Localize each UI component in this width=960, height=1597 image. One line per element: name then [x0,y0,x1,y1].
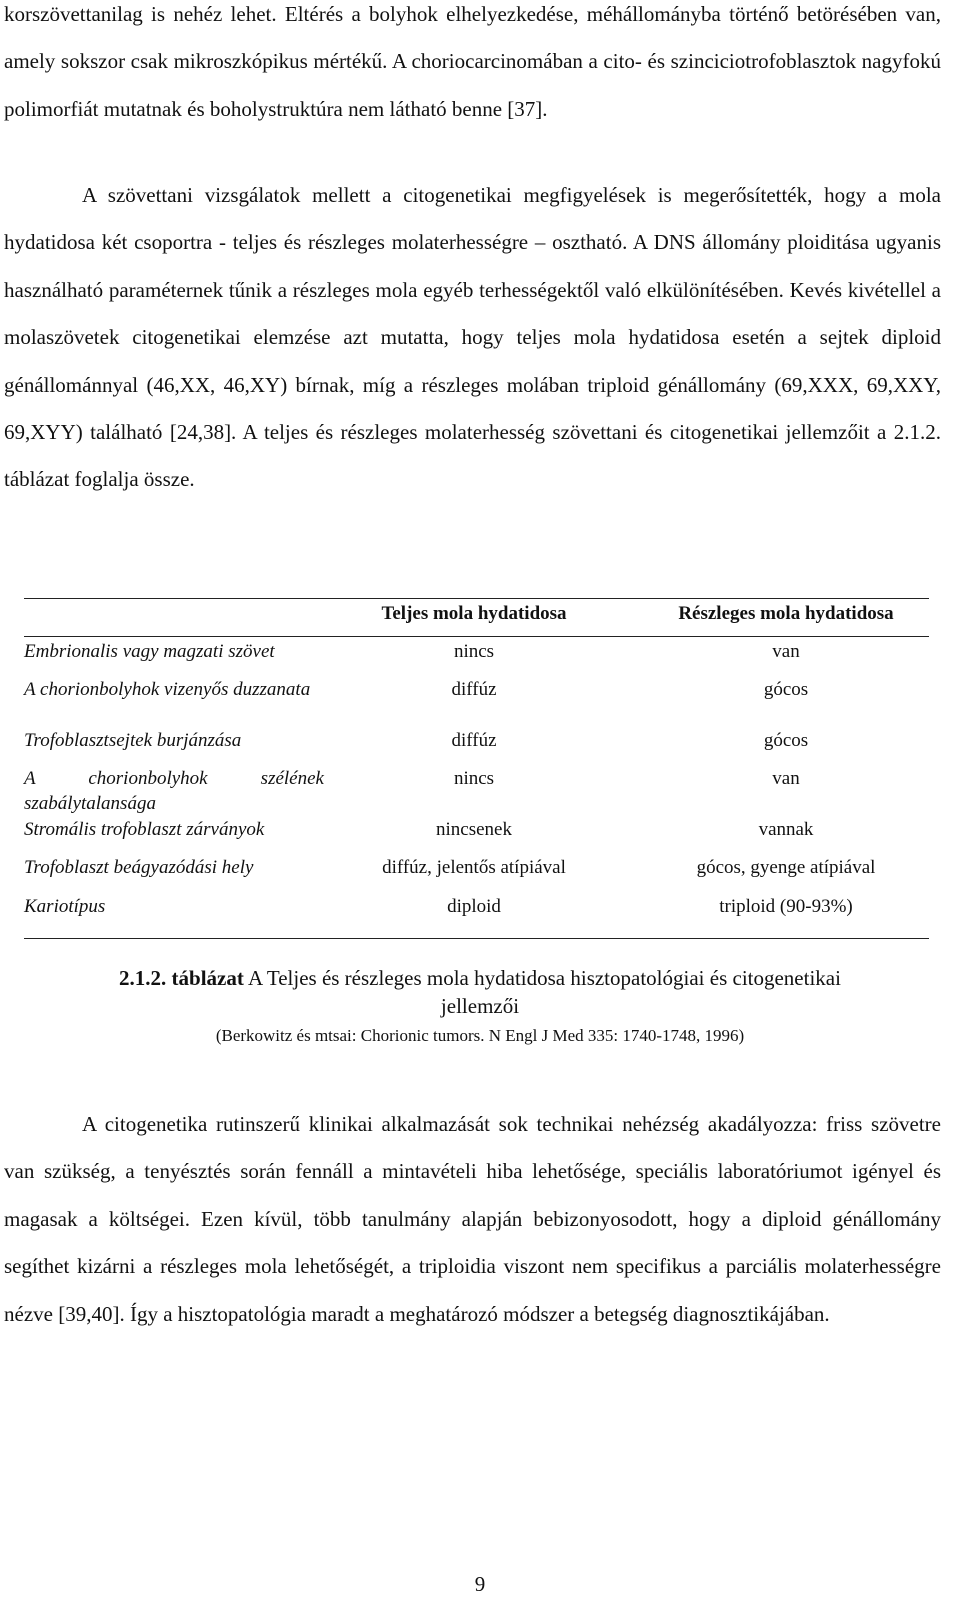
row-label: Embrionalis vagy magzati szövet [24,641,275,662]
row-label: A chorionbolyhok szélének szabálytalansága [24,768,324,814]
cell-complete: diffúz [451,730,497,751]
cell-partial: vannak [758,819,814,840]
paragraph-1: korszövettanilag is nehéz lehet. Eltérés a bolyhok elhelyezkedése, méhállományba történő betörésében van, amely sokszor csak mikroszkópikus mértékű. A choriocarcinomában a cito- és szinciciotrofoblasztok nagyfokú polimorfiát mutatnak és boholystruktúra nem látható benne [37]. [4,2,941,121]
cell-partial: gócos, gyenge atípiával [696,857,876,878]
page-number: 9 [474,1572,486,1596]
cell-partial: van [772,641,800,662]
cell-complete: diffúz [451,679,497,700]
table-source: (Berkowitz és mtsai: Chorionic tumors. N Engl J Med 335: 1740-1748, 1996) [215,1026,745,1045]
header-complete-mole: Teljes mola hydatidosa [381,603,567,624]
paragraph-2: A szövettani vizsgálatok mellett a citogenetikai megfigyelések is megerősítették, hogy a mola hydatidosa két csoportra - teljes és részleges molaterhességre – osztható. A DNS állomány ploiditása ugyanis használható paraméternek tűnik a részleges mola egyéb terhességektől való elkülönítésében. Kevés kivétellel a molaszövetek citogenetikai elemzése azt mutatta, hogy teljes mola hydatidosa esetén a sejtek diploid génállománnyal (46,XX, 46,XY) bírnak, míg a részleges molában triploid génállomány (69,XXX, 69,XXY, 69,XYY) található [24,38]. A teljes és részleges molaterhesség szövettani és citogenetikai jellemzőit a 2.1.2. táblázat foglalja össze. [4,183,941,492]
row-label: Trofoblasztsejtek burjánzása [24,730,242,751]
cell-partial: triploid (90-93%) [719,896,853,917]
header-partial-mole: Részleges mola hydatidosa [678,603,894,624]
caption-text: A Teljes és részleges mola hydatidosa hisztopatológiai és citogenetikai jellemzői [243,966,841,1018]
cell-complete: nincs [453,768,495,789]
cell-partial: gócos [763,730,809,751]
cell-complete: diffúz, jelentős atípiával [382,857,566,878]
row-label: A chorionbolyhok vizenyős duzzanata [24,679,311,700]
table-caption [100,964,860,1020]
cell-partial: gócos [763,679,809,700]
paragraph-3: A citogenetika rutinszerű klinikai alkalmazását sok technikai nehézség akadályozza: friss szövetre van szükség, a tenyésztés során fennáll a mintavételi hiba lehetősége, speciális laboratóriumot igényel és magasak a költségei. Ezen kívül, több tanulmány alapján bebizonyosodott, hogy a diploid génállomány segíthet kizárni a részleges mola lehetőségét, a triploidia viszont nem specifikus a parciális molaterhességre nézve [39,40]. Így a hisztopatológia maradt a meghatározó módszer a betegség diagnosztikájában. [4,1112,941,1326]
caption-number: 2.1.2. táblázat [119,966,244,990]
table-bottom-rule [24,938,929,939]
cell-complete: nincs [453,641,495,662]
cell-partial: van [772,768,800,789]
row-label: Stromális trofoblaszt zárványok [24,819,265,840]
cell-complete: diploid [447,896,501,917]
table-header-rule [24,636,929,637]
table-top-rule [24,598,929,599]
cell-complete: nincsenek [436,819,512,840]
row-label: Kariotípus [24,896,106,917]
row-label: Trofoblaszt beágyazódási hely [24,857,254,878]
